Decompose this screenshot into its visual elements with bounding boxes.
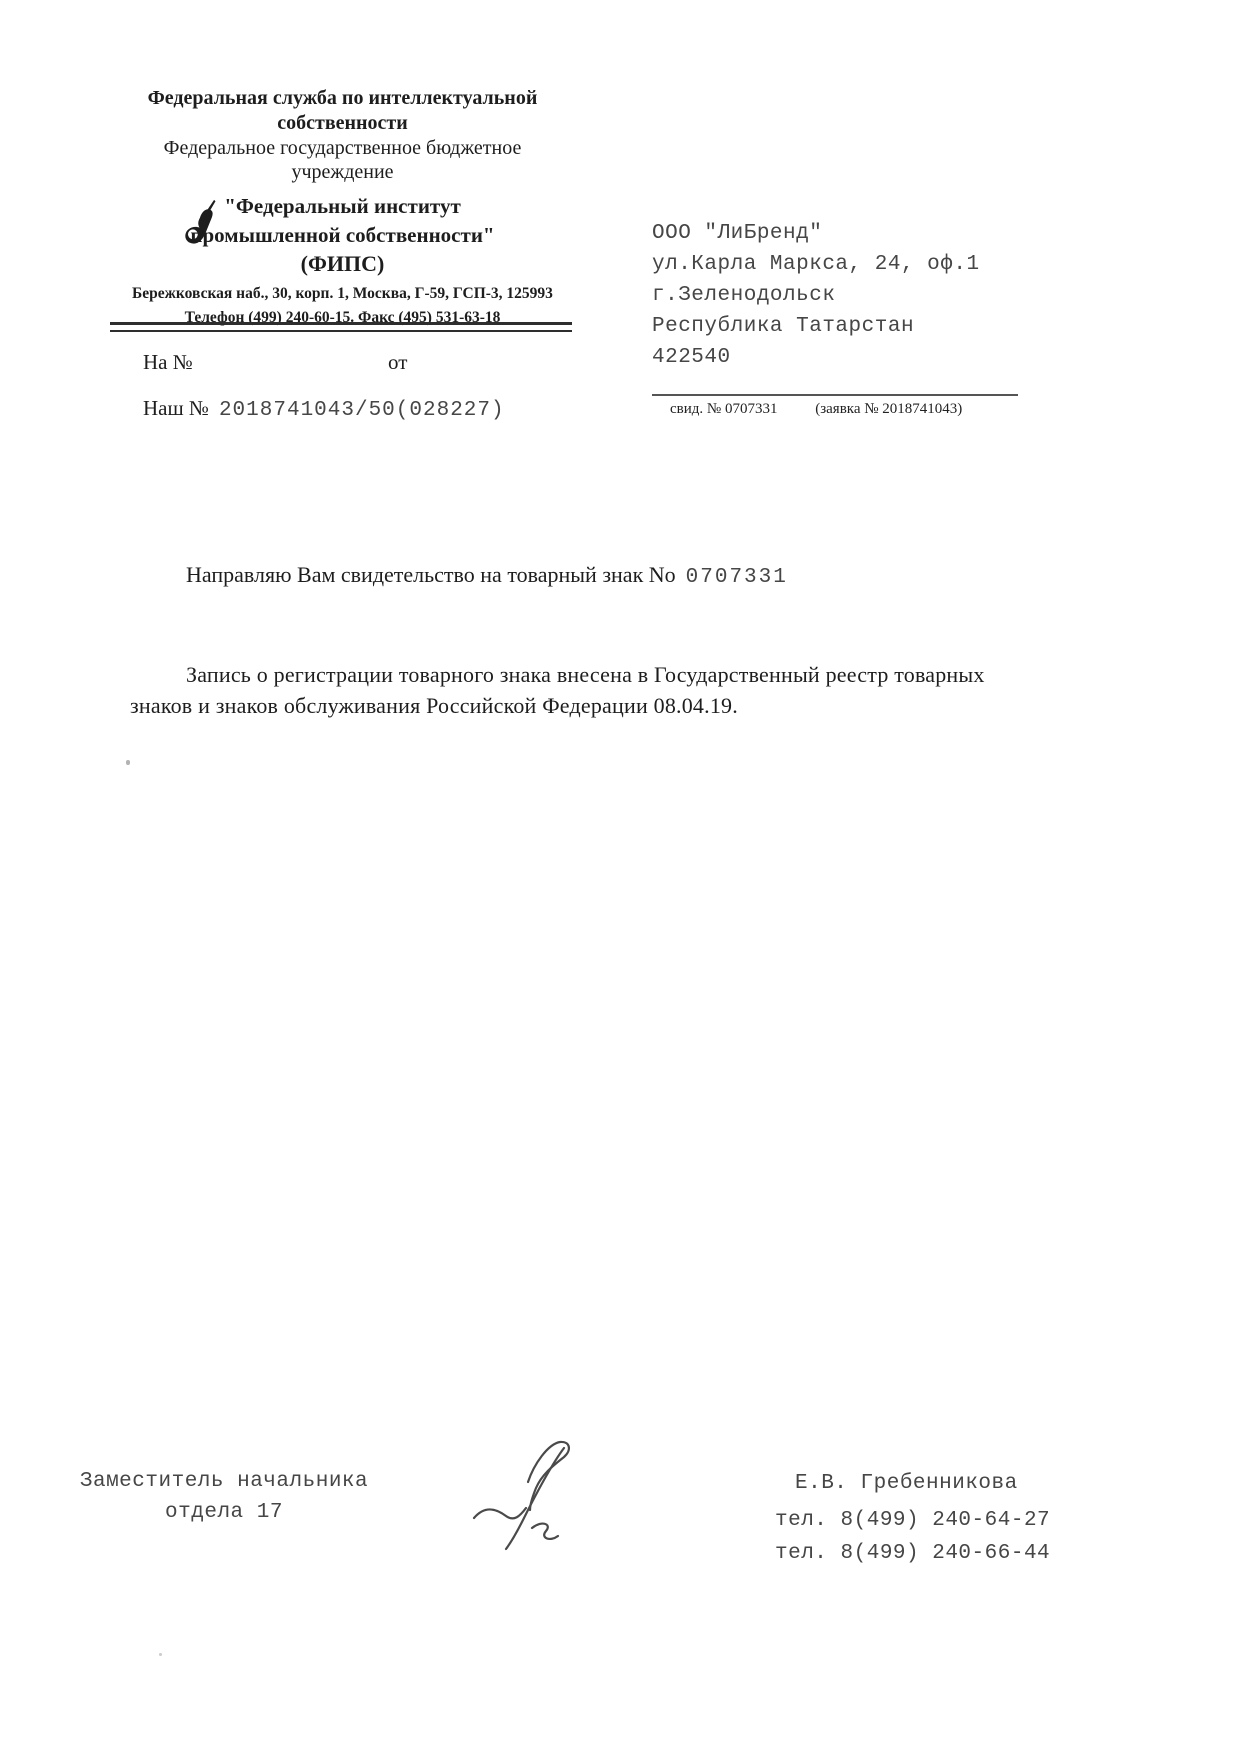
signer-position-line-1: Заместитель начальника [79,1470,369,1493]
institute-name-line-2: промышленной собственности" [190,223,495,247]
letterhead-line-1: Федеральная служба по интеллектуальной [147,87,538,109]
letterhead-line-2: собственности [277,112,408,134]
letterhead-double-rule [110,322,572,332]
letterhead-phone-fax: Телефон (499) 240-60-15. Факс (495) 531-63-18 [184,309,501,326]
signer-name: Е.В. Гребенникова [795,1472,1018,1495]
recipient-address-block [652,218,980,373]
our-number-value: 2018741043/50(028227) [218,399,505,422]
signer-position-line-2: отдела 17 [165,1501,283,1524]
recipient-region: Республика Татарстан [652,315,915,338]
institute-abbreviation: (ФИПС) [300,251,385,276]
application-number: (заявка № 2018741043) [815,401,963,417]
signer-position [78,1466,370,1528]
contact-phone-2: тел. 8(499) 240-66-44 [775,1542,1051,1565]
certificate-rule [652,394,1018,396]
letterhead-line-4: учреждение [291,161,394,183]
body-paragraph-1-text: Направляю Вам свидетельство на товарный знак No [186,562,676,587]
body-paragraph-2 [130,659,1140,721]
incoming-number-label: На № [143,350,193,374]
scan-speck [159,1653,162,1656]
certificate-reference-row [652,401,962,418]
body-paragraph-1 [186,562,788,589]
body-paragraph-2-line-2: знаков и знаков обслуживания Российской Федерации 08.04.19. [130,693,738,718]
handwritten-signature-icon [452,1438,602,1558]
recipient-postcode: 422540 [652,346,731,369]
recipient-company: ООО "ЛиБренд" [652,222,823,245]
letterhead-address: Бережковская наб., 30, корп. 1, Москва, Г-59, ГСП-3, 125993 [132,285,553,302]
letterhead [110,86,575,330]
scan-speck [126,760,130,765]
recipient-city: г.Зеленодольск [652,284,836,307]
incoming-date-label: от [388,350,408,374]
our-number-row [143,396,505,422]
recipient-street: ул.Карла Маркса, 24, оф.1 [652,253,980,276]
trademark-number: 0707331 [685,566,788,589]
certificate-number: свид. № 0707331 [670,401,778,417]
institute-name-line-1: "Федеральный институт [224,194,461,218]
contact-phone-1: тел. 8(499) 240-64-27 [775,1509,1051,1532]
our-number-label: Наш № [143,396,209,420]
body-paragraph-2-line-1: Запись о регистрации товарного знака внесена в Государственный реестр товарных [186,662,985,687]
letterhead-line-3: Федеральное государственное бюджетное [163,137,522,159]
